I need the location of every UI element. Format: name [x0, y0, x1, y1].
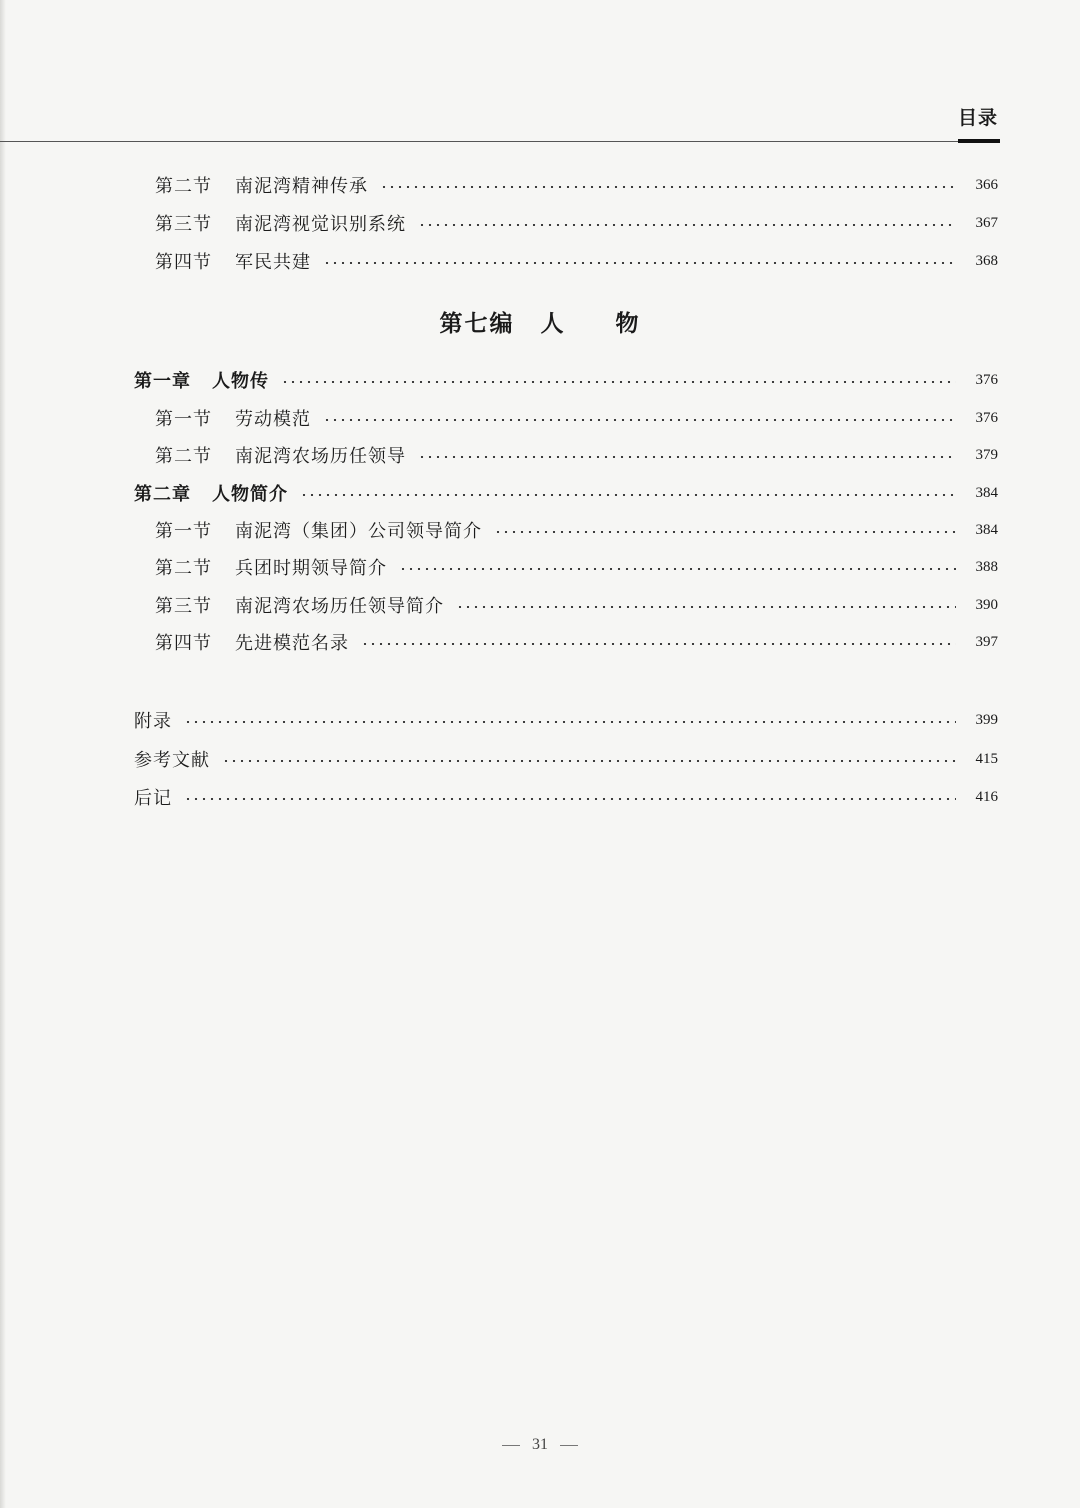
entry-title: 参考文献: [134, 750, 210, 771]
dot-leader: [361, 643, 956, 645]
toc-chapter-entry[interactable]: [134, 365, 998, 395]
entry-title: 南泥湾农场历任领导简介: [235, 596, 444, 617]
entry-title: 南泥湾（集团）公司领导简介: [235, 521, 482, 542]
toc-entry[interactable]: [155, 246, 998, 276]
entry-number: 第一节: [155, 409, 212, 430]
entry-page: 384: [975, 521, 998, 538]
toc-entry[interactable]: [155, 552, 998, 582]
entry-title: 兵团时期领导简介: [235, 558, 387, 579]
part-label: 第七编: [439, 311, 515, 337]
entry-title: 军民共建: [235, 252, 311, 273]
part-name-second: 物: [615, 311, 641, 337]
footer-dash-right: [560, 1445, 578, 1446]
entry-number: 第三节: [155, 596, 212, 617]
entry-page: 376: [975, 371, 998, 388]
page-number: 31: [532, 1436, 548, 1453]
entry-title: 劳动模范: [235, 409, 311, 430]
entry-title: 南泥湾精神传承: [235, 176, 368, 197]
entry-number: 第四节: [155, 252, 212, 273]
toc-entry[interactable]: [155, 590, 998, 620]
entry-title: 先进模范名录: [235, 633, 349, 654]
entry-page: 415: [975, 750, 998, 767]
dot-leader: [300, 494, 956, 496]
dot-leader: [380, 186, 956, 188]
dot-leader: [222, 760, 956, 762]
footer-dash-left: [502, 1445, 520, 1446]
dot-leader: [494, 531, 956, 533]
entry-number: 第四节: [155, 633, 212, 654]
toc-entry[interactable]: [155, 440, 998, 470]
toc-entry[interactable]: [155, 627, 998, 657]
entry-number: 第二节: [155, 446, 212, 467]
part-name-first: 人: [540, 311, 566, 337]
dot-leader: [418, 224, 956, 226]
entry-page: 384: [975, 484, 998, 501]
entry-page: 367: [975, 214, 998, 231]
entry-title: 后记: [134, 788, 172, 809]
dot-leader: [281, 381, 956, 383]
entry-page: 399: [975, 711, 998, 728]
entry-number: 第三节: [155, 214, 212, 235]
toc-entry[interactable]: [155, 170, 998, 200]
entry-page: 388: [975, 558, 998, 575]
entry-page: 368: [975, 252, 998, 269]
entry-page: 366: [975, 176, 998, 193]
dot-leader: [456, 606, 956, 608]
chapter-number: 第一章: [134, 371, 191, 392]
entry-page: 379: [975, 446, 998, 463]
toc-backmatter-entry[interactable]: [134, 744, 998, 774]
entry-page: 390: [975, 596, 998, 613]
entry-number: 第二节: [155, 176, 212, 197]
dot-leader: [323, 419, 956, 421]
chapter-title: 人物传: [212, 371, 269, 392]
entry-title: 南泥湾农场历任领导: [235, 446, 406, 467]
dot-leader: [399, 568, 956, 570]
running-header: 目录: [957, 107, 998, 129]
toc-entry[interactable]: [155, 403, 998, 433]
toc-backmatter-entry[interactable]: [134, 782, 998, 812]
dot-leader: [323, 262, 956, 264]
chapter-title: 人物简介: [212, 484, 288, 505]
entry-page: 376: [975, 409, 998, 426]
toc-entry[interactable]: [155, 208, 998, 238]
page-footer: [0, 1436, 1080, 1454]
toc-backmatter-entry[interactable]: [134, 705, 998, 735]
entry-title: 南泥湾视觉识别系统: [235, 214, 406, 235]
chapter-number: 第二章: [134, 484, 191, 505]
toc-chapter-entry[interactable]: [134, 478, 998, 508]
entry-page: 416: [975, 788, 998, 805]
dot-leader: [418, 456, 956, 458]
dot-leader: [184, 798, 956, 800]
entry-title: 附录: [134, 711, 172, 732]
toc-entry[interactable]: [155, 515, 998, 545]
entry-page: 397: [975, 633, 998, 650]
part-heading: [0, 305, 1080, 338]
dot-leader: [184, 721, 956, 723]
entry-number: 第二节: [155, 558, 212, 579]
entry-number: 第一节: [155, 521, 212, 542]
